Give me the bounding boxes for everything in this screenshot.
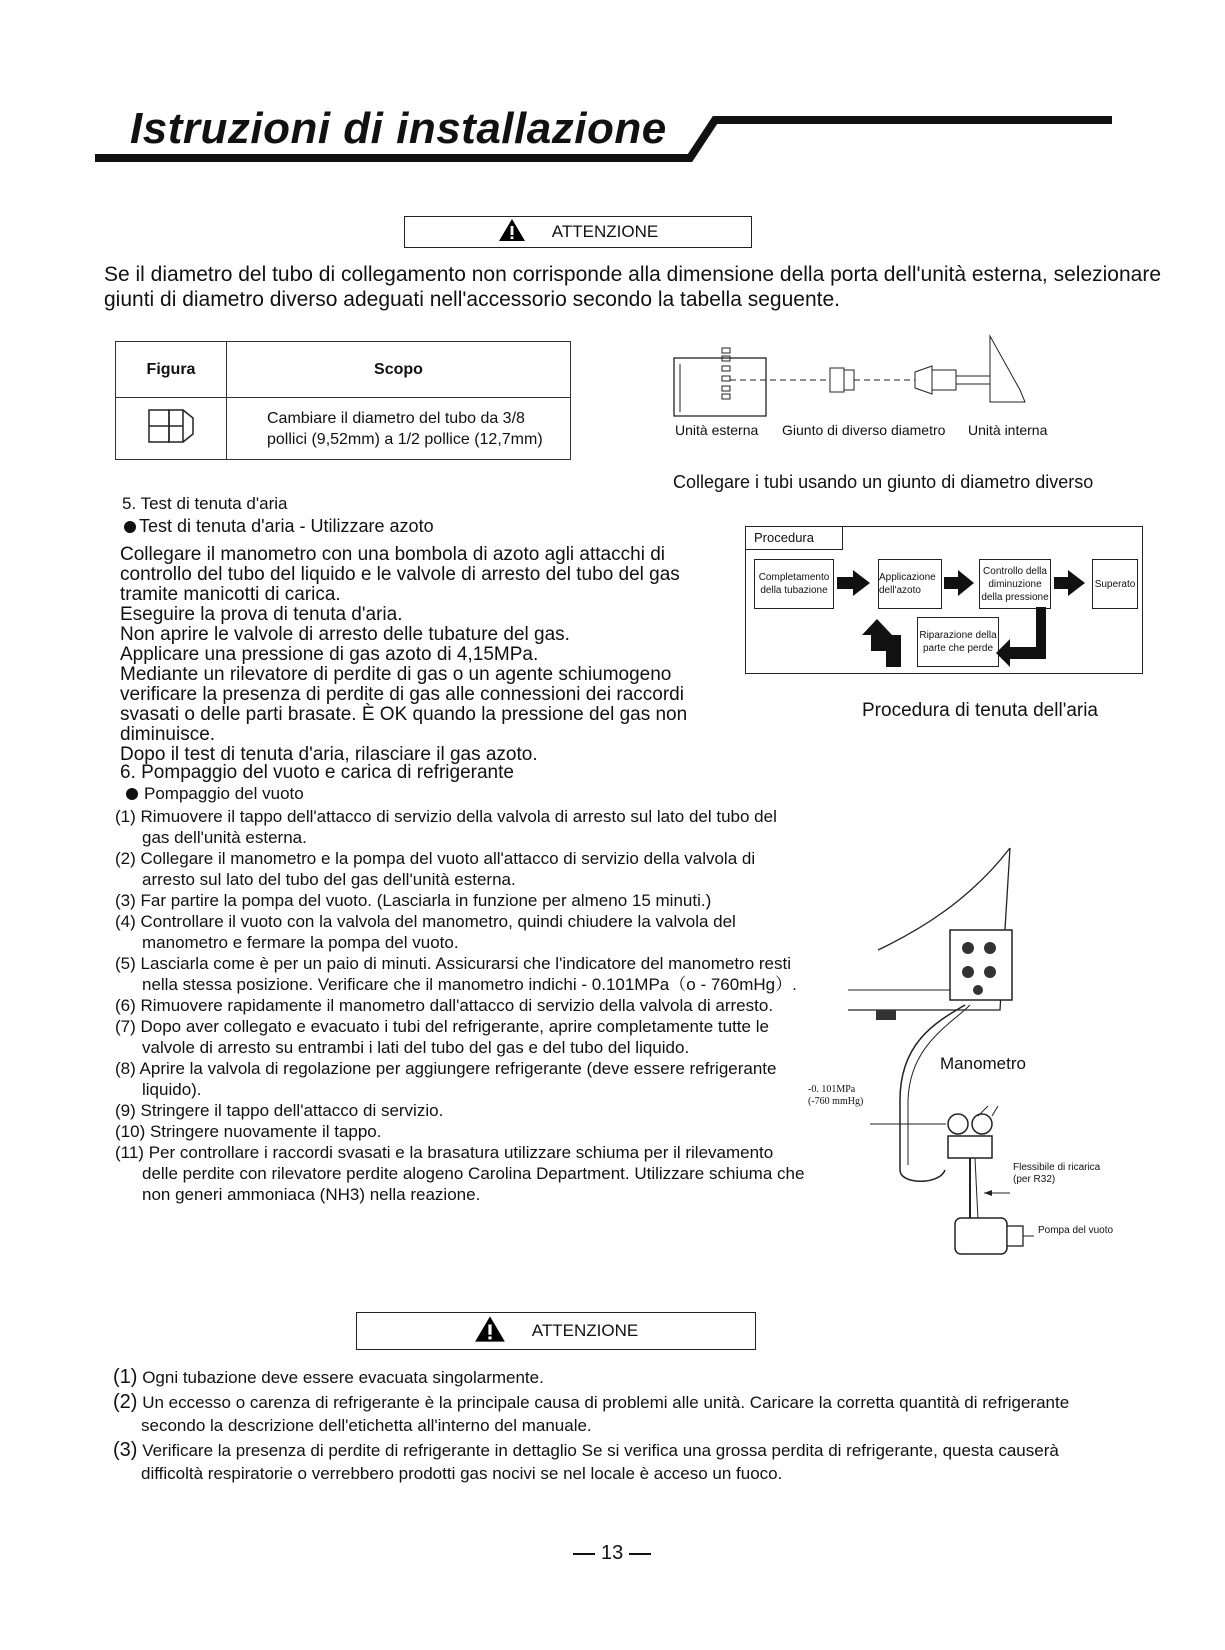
item-number: (1) [113,1366,138,1388]
arrow-right-icon [1054,570,1085,596]
paragraph-line: tramite manicotti di carica. [120,584,341,605]
list-item: (2) Collegare il manometro e la pompa del vuoto all'attacco di servizio della valvola di arresto sul lato del tubo del gas dell'unità esterna. [115,849,756,889]
page-title: Istruzioni di installazione [130,104,667,153]
procedure-header: Procedura [746,527,843,550]
list-item: (9) Stringere il tappo dell'attacco di servizio. [115,1101,444,1120]
arrow-up-icon [862,619,901,667]
paragraph-line: verificare la presenza di perdite di gas alle connessioni dei raccordi [120,684,684,705]
paragraph-line: Applicare una pressione di gas azoto di 4,15MPa. [120,644,539,665]
bullet-icon [124,521,136,533]
item-text: Un eccesso o carenza di refrigerante è la principale causa di problemi alle unità. Caricare la corretta quantità di refrigerante secondo la descrizione dell'etichetta all'interno del manuale. [141,1393,1070,1435]
list-item: (10) Stringere nuovamente il tappo. [115,1122,382,1141]
arrow-right-icon [944,570,974,596]
warning-icon [474,1315,506,1348]
label-outdoor-unit: Unità esterna [675,422,759,438]
list-item [113,1366,1113,1389]
page-number-row [573,1542,651,1565]
item-text: Verificare la presenza di perdite di refrigerante in dettaglio Se si verifica una grossa perdita di refrigerante, questa causerà difficoltà respiratorie o verrebbero prodotti gas nocivi se nel locale è acceso un fuoco. [141,1441,1059,1483]
hose-line: (per R32) [1013,1174,1056,1185]
list-item: (4) Controllare il vuoto con la valvola del manometro, quindi chiudere la valvola del manometro e fermare la pompa del vuoto. [115,912,736,952]
manometer-label: Manometro [940,1054,1026,1073]
reading-line: -0. 101MPa [808,1084,856,1095]
intro-text: Se il diametro del tubo di collegamento non corrisponde alla dimensione della porta dell'unità esterna, selezionare giunti di diametro diverso adeguati nell'accessorio secondo la tabella seguente. [104,263,1161,311]
section5-bullet: Test di tenuta d'aria - Utilizzare azoto [139,516,434,536]
warning-label: ATTENZIONE [531,1321,639,1340]
list-item: (5) Lasciarla come è per un paio di minuti. Assicurarsi che l'indicatore del manometro resti nella stessa posizione. Verificare che il manometro indichi - 0.101MPa（o - 760mHg）. [115,954,797,994]
step-pressure-check: Controllo della diminuzione della pressione [979,559,1051,609]
step-nitrogen: Applicazione dell'azoto [878,559,942,609]
section5-bullet-row [124,516,434,537]
paragraph-line: controllo del tubo del liquido e le valvole di arresto del tubo del gas [120,564,680,585]
section5-heading: 5. Test di tenuta d'aria [122,494,288,513]
dash-decoration [573,1553,595,1555]
paragraph-line: Eseguire la prova di tenuta d'aria. [120,604,403,625]
page-number: 13 [601,1542,624,1564]
reading-line: (-760 mmHg) [808,1096,864,1107]
paragraph-line: Non aprire le valvole di arresto delle tubature del gas. [120,624,570,645]
warning-label: ATTENZIONE [551,222,659,241]
list-item [113,1391,1113,1437]
procedure-diagram [745,526,1143,674]
list-item: (11) Per controllare i raccordi svasati e la brasatura utilizzare schiuma per il rilevamento delle perdite con rilevatore perdite alogeno Carolina Department. Utilizzare schiuma che non generi ammoniaca (NH3) nella reazione. [115,1143,805,1204]
paragraph-line: diminuisce. [120,724,216,745]
section6-bullet-row [126,784,304,804]
paragraph-line: svasati o delle parti brasate. È OK quando la pressione del gas non [120,704,688,725]
list-item: (8) Aprire la valvola di regolazione per aggiungere refrigerante (deve essere refrigerante liquido). [115,1059,777,1099]
warning-box-1 [404,216,752,248]
dash-decoration [629,1553,651,1555]
item-text: Ogni tubazione deve essere evacuata singolarmente. [142,1368,544,1387]
vacuum-pump-diagram [800,840,1130,1260]
list-item: (3) Far partire la pompa del vuoto. (Lasciarla in funzione per almeno 15 minuti.) [115,891,712,910]
fitting-table [115,341,571,460]
list-item: (7) Dopo aver collegato e evacuato i tubi del refrigerante, aprire completamente tutte le valvole di arresto su entrambi i lati del tubo del gas e del tubo del liquido. [115,1017,769,1057]
list-item [113,1439,1113,1485]
procedure-arrows [746,527,1142,673]
pump-label: Pompa del vuoto [1038,1225,1114,1236]
connection-diagram [670,330,1070,430]
section6-bullet: Pompaggio del vuoto [144,784,304,803]
paragraph-line: Dopo il test di tenuta d'aria, rilasciare il gas azoto. [120,744,538,765]
table-header-figure: Figura [116,342,227,398]
label-reducer: Giunto di diverso diametro [782,422,946,438]
arrow-return-icon [996,607,1046,667]
vacuum-reading [808,1084,863,1108]
bullet-icon [126,788,138,800]
section6-heading: 6. Pompaggio del vuoto e carica di refrigerante [120,762,514,783]
label-indoor-unit: Unità interna [968,422,1048,438]
step-piping-completion: Completamento della tubazione [754,559,834,609]
hose-label [1013,1162,1100,1186]
arrow-right-icon [837,570,870,596]
warning-icon [498,218,526,247]
warning-list [113,1366,1113,1487]
step-repair: Riparazione della parte che perde [917,617,999,667]
procedure-caption: Procedura di tenuta dell'aria [862,700,1098,721]
header-rule [0,0,1225,170]
connection-caption: Collegare i tubi usando un giunto di diametro diverso [673,472,1094,492]
hose-line: Flessibile di ricarica [1013,1162,1101,1173]
paragraph-line: Mediante un rilevatore di perdite di gas o un agente schiumogeno [120,664,672,685]
list-item: (6) Rimuovere rapidamente il manometro dall'attacco di servizio della valvola di arresto. [115,996,774,1015]
warning-box-2 [356,1312,756,1350]
section5-paragraph [120,545,740,765]
step-passed: Superato [1092,559,1138,609]
table-row-purpose: Cambiare il diametro del tubo da 3/8 pollici (9,52mm) a 1/2 pollice (12,7mm) [227,398,571,460]
table-header-purpose: Scopo [227,342,571,398]
item-number: (2) [113,1391,138,1413]
section6-list [115,806,805,1205]
paragraph-line: Collegare il manometro con una bombola di azoto agli attacchi di [120,544,665,565]
reducer-fitting-icon [116,398,227,460]
item-number: (3) [113,1439,138,1461]
list-item: (1) Rimuovere il tappo dell'attacco di servizio della valvola di arresto sul lato del tubo del gas dell'unità esterna. [115,807,777,847]
